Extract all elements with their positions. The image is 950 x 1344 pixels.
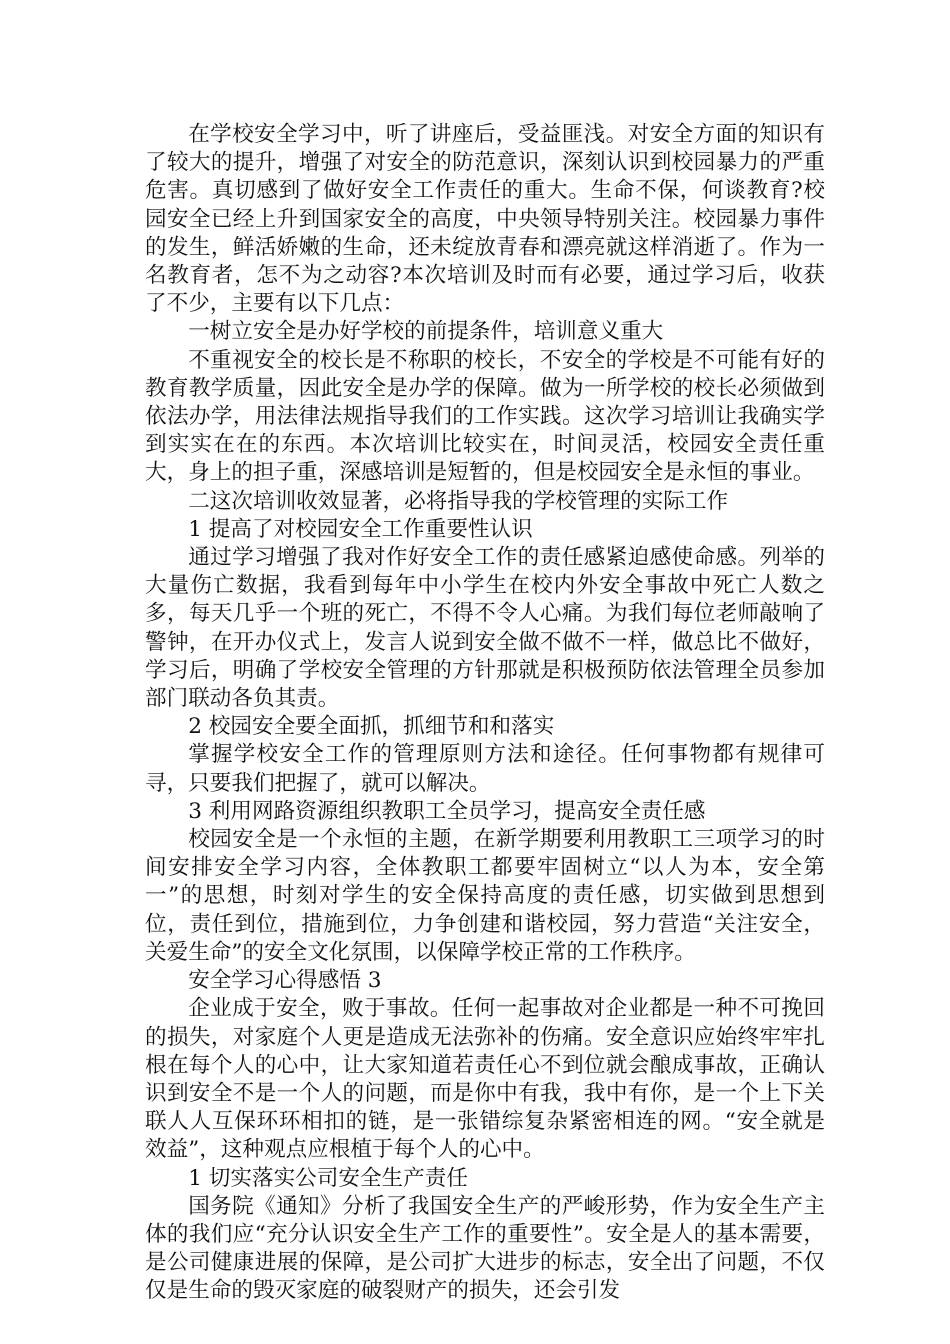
paragraph-2-3: 校园安全是一个永恒的主题，在新学期要利用教职工三项学习的时间安排安全学习内容，全体教职工都要牢固树立“以人为本，安全第一”的思想，时刻对学生的安全保持高度的责任感，切实做到思想到位，责任到位，措施到位，力争创建和谐校园，努力营造“关注安全，关爱生命”的安全文化氛围，以保障学校正常的工作秩序。 <box>145 827 825 965</box>
section-heading-1: 一树立安全是办好学校的前提条件，培训意义重大 <box>188 319 664 345</box>
paragraph-section-1: 不重视安全的校长是不称职的校长，不安全的学校是不可能有好的教育教学质量，因此安全是办学的保障。做为一所学校的校长必须做到依法办学，用法律法规指导我们的工作实践。这次学习培训让我确实学到实实在在的东西。本次培训比较实在，时间灵活，校园安全责任重大，身上的担子重，深感培训是短暂的，但是校园安全是永恒的事业。 <box>145 347 825 486</box>
article-title-3: 安全学习心得感悟 3 <box>188 968 382 994</box>
subheading-2-1: 1 提高了对校园安全工作重要性认识 <box>188 516 533 542</box>
subheading-2-2: 2 校园安全要全面抓，抓细节和和落实 <box>188 714 555 740</box>
paragraph-intro: 在学校安全学习中，听了讲座后，受益匪浅。对安全方面的知识有了较大的提升，增强了对安全的防范意识，深刻认识到校园暴力的严重危害。真切感到了做好安全工作责任的重大。生命不保，何谈教育?校园安全已经上升到国家安全的高度，中央领导特别关注。校园暴力事件的发生，鲜活娇嫩的生命，还未绽放青春和漂亮就这样消逝了。作为一名教育者，怎不为之动容?本次培训及时而有必要，通过学习后，收获了不少，主要有以下几点： <box>145 122 825 317</box>
paragraph-article-3-intro: 企业成于安全，败于事故。任何一起事故对企业都是一种不可挽回的损失，对家庭个人更是造成无法弥补的伤痛。安全意识应始终牢牢扎根在每个人的心中，让大家知道若责任心不到位就会酿成事故，正确认识到安全不是一个人的问题，而是你中有我，我中有你，是一个上下关联人人互保环环相扣的链，是一张错综复杂紧密相连的网。“安全就是效益”，这种观点应根植于每个人的心中。 <box>145 996 825 1163</box>
subheading-2-3: 3 利用网路资源组织教职工全员学习，提高安全责任感 <box>188 798 706 824</box>
paragraph-2-1: 通过学习增强了我对作好安全工作的责任感紧迫感使命感。列举的大量伤亡数据，我看到每年中小学生在校内外安全事故中死亡人数之多，每天几乎一个班的死亡，不得不令人心痛。为我们每位老师敲响了警钟，在开办仪式上，发言人说到安全做不做不一样，做总比不做好，学习后，明确了学校安全管理的方针那就是积极预防依法管理全员参加部门联动各负其责。 <box>145 545 825 712</box>
paragraph-3-1: 国务院《通知》分析了我国安全生产的严峻形势，作为安全生产主体的我们应“充分认识安全生产工作的重要性”。安全是人的基本需要，是公司健康进展的保障，是公司扩大进步的标志，安全出了问题，不仅仅是生命的毁灭家庭的破裂财产的损失，还会引发 <box>145 1193 825 1304</box>
paragraph-2-2: 掌握学校安全工作的管理原则方法和途径。任何事物都有规律可寻，只要我们把握了，就可以解决。 <box>145 742 825 796</box>
subheading-3-1: 1 切实落实公司安全生产责任 <box>188 1165 468 1191</box>
document-body <box>145 121 825 1306</box>
section-heading-2: 二这次培训收效显著，必将指导我的学校管理的实际工作 <box>188 488 729 514</box>
